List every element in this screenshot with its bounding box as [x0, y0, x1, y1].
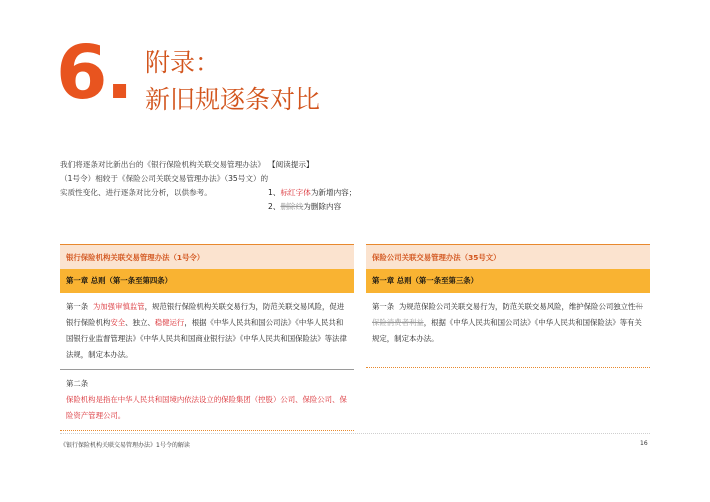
- left-panel: [60, 244, 354, 431]
- section-title-line1: 附录：: [145, 48, 221, 77]
- tip-prefix: 2、: [268, 202, 281, 211]
- added-text: 安全: [110, 318, 126, 327]
- right-panel-title: 保险公司关联交易管理办法（35号文）: [366, 244, 650, 269]
- reading-tip-new: [268, 186, 356, 200]
- article-text: 为规范保险公司关联交易行为，防范关联交易风险，维护保险公司独立性: [398, 302, 636, 311]
- footer-text: 《银行保险机构关联交易管理办法》1号令的解读: [60, 442, 190, 449]
- reading-tips-heading: 【阅读提示】: [268, 160, 314, 169]
- deleted-text: 和保险消费者利益: [372, 302, 643, 327]
- left-article-2: [60, 370, 354, 431]
- left-chapter-header: 第一章 总则（第一条至第四条）: [60, 269, 354, 293]
- added-text: 稳健运行: [154, 318, 185, 327]
- reading-tip-deleted: [268, 200, 341, 214]
- left-article-1: [60, 293, 354, 369]
- article-label: 第一条: [372, 302, 395, 311]
- article-text: ，规范银行保险机构关联交易行为，防范关联交易风险，促进银行保险机构: [66, 302, 345, 327]
- right-article-1: [366, 293, 650, 353]
- tip-prefix: 1、: [268, 188, 281, 197]
- right-chapter-header: 第一章 总则（第一条至第三条）: [366, 269, 650, 293]
- right-panel: [366, 244, 650, 368]
- article-text: 、独立、: [125, 318, 155, 327]
- added-text: 为加强审慎监管: [92, 302, 145, 311]
- article-label: 第一条: [66, 302, 89, 311]
- section-number: 6.: [56, 30, 132, 116]
- tip-suffix: 为新增内容；: [310, 188, 357, 197]
- tip-red-sample: 标红字体: [280, 188, 311, 197]
- article-text: ，根据《中华人民共和国公司法》《中华人民共和国银行业监督管理法》《中华人民共和国商业银行法》《中华人民共和国保险法》等法律法规，制定本办法。: [66, 318, 347, 359]
- intro-paragraph: 我们将逐条对比新出台的《银行保险机构关联交易管理办法》（1号令）相较于《保险公司关联交易管理办法》（35号文）的实质性变化、进行逐条对比分析，以供参考。: [60, 160, 269, 197]
- added-text: 保险机构是指在中华人民共和国境内依法设立的保险集团（控股）公司、保险公司、保险资产管理公司。: [66, 395, 347, 420]
- page-number: 16: [640, 440, 648, 447]
- footer-rule: [60, 433, 650, 434]
- article-divider: [366, 367, 650, 368]
- left-panel-title: 银行保险机构关联交易管理办法（1号令）: [60, 244, 354, 269]
- section-title-line2: 新旧规逐条对比: [145, 85, 321, 114]
- tip-strike-sample: 删除线: [280, 202, 304, 211]
- tip-suffix: 为删除内容: [303, 202, 342, 211]
- article-text: ，根据《中华人民共和国公司法》《中华人民共和国保险法》等有关规定，制定本办法。: [372, 318, 642, 343]
- article-label: 第二条: [66, 379, 89, 388]
